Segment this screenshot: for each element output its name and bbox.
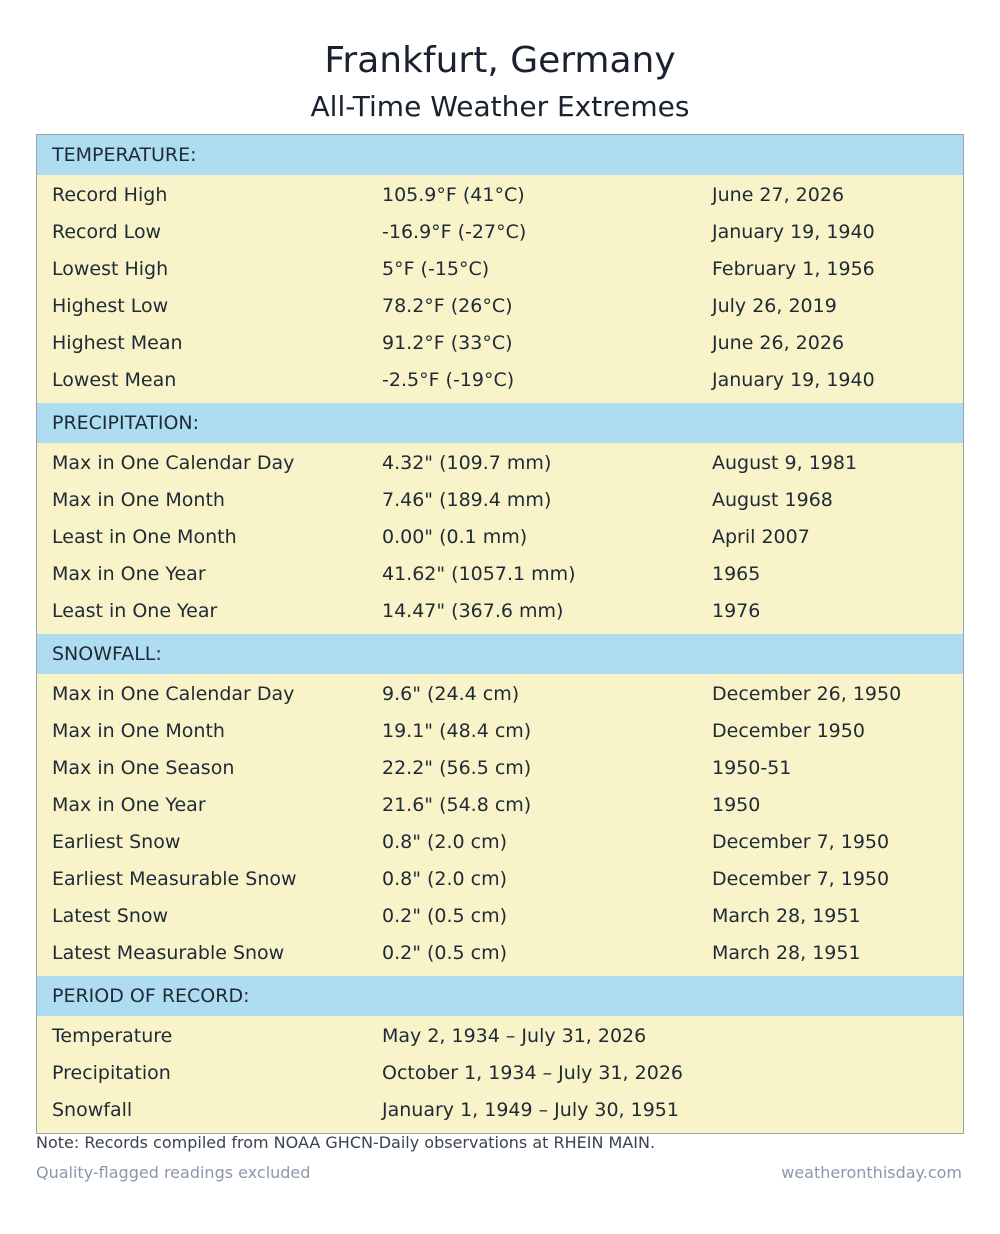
table-row — [37, 484, 963, 521]
table-row — [37, 253, 963, 290]
record-label: Latest Snow — [52, 905, 169, 927]
table-row — [37, 290, 963, 327]
record-value: 7.46" (189.4 mm) — [382, 489, 552, 511]
table-row — [37, 1094, 963, 1131]
record-value: 41.62" (1057.1 mm) — [382, 563, 576, 585]
section-header: PERIOD OF RECORD: — [37, 976, 963, 1016]
table-row — [37, 364, 963, 401]
table-row — [37, 826, 963, 863]
table-row — [37, 447, 963, 484]
section-header: PRECIPITATION: — [37, 403, 963, 443]
record-value: 0.2" (0.5 cm) — [382, 905, 508, 927]
record-label: Max in One Calendar Day — [52, 452, 295, 474]
record-value: 0.00" (0.1 mm) — [382, 526, 528, 548]
record-label: Record Low — [52, 221, 162, 243]
record-label: Lowest High — [52, 258, 169, 280]
record-date: December 7, 1950 — [712, 831, 890, 853]
record-value: 0.8" (2.0 cm) — [382, 868, 508, 890]
record-date: December 7, 1950 — [712, 868, 890, 890]
table-row — [37, 216, 963, 253]
record-value: 22.2" (56.5 cm) — [382, 757, 532, 779]
record-date: July 26, 2019 — [712, 295, 837, 317]
record-date: June 26, 2026 — [712, 332, 845, 354]
table-row — [37, 752, 963, 789]
record-label: Record High — [52, 184, 168, 206]
table-row — [37, 937, 963, 974]
record-date: February 1, 1956 — [712, 258, 875, 280]
record-value: 9.6" (24.4 cm) — [382, 683, 520, 705]
record-value: 0.8" (2.0 cm) — [382, 831, 508, 853]
record-value: January 1, 1949 – July 30, 1951 — [382, 1099, 679, 1121]
record-date: August 9, 1981 — [712, 452, 858, 474]
record-label: Max in One Year — [52, 563, 206, 585]
site-credit: weatheronthisday.com — [781, 1163, 962, 1182]
record-label: Precipitation — [52, 1062, 171, 1084]
record-label: Snowfall — [52, 1099, 133, 1121]
record-date: April 2007 — [712, 526, 810, 548]
table-row — [37, 327, 963, 364]
table-row — [37, 595, 963, 632]
table-row — [37, 715, 963, 752]
record-value: October 1, 1934 – July 31, 2026 — [382, 1062, 683, 1084]
record-label: Temperature — [52, 1025, 173, 1047]
record-value: 78.2°F (26°C) — [382, 295, 513, 317]
record-value: 0.2" (0.5 cm) — [382, 942, 508, 964]
record-label: Max in One Season — [52, 757, 235, 779]
record-label: Earliest Snow — [52, 831, 181, 853]
record-label: Least in One Month — [52, 526, 237, 548]
page-title: Frankfurt, Germany — [324, 40, 676, 81]
section-body — [37, 443, 963, 634]
record-label: Least in One Year — [52, 600, 218, 622]
record-date: August 1968 — [712, 489, 833, 511]
record-date: June 27, 2026 — [712, 184, 845, 206]
record-value: -2.5°F (-19°C) — [382, 369, 515, 391]
record-label: Max in One Month — [52, 720, 225, 742]
table-row — [37, 900, 963, 937]
record-date: 1950-51 — [712, 757, 792, 779]
table-row — [37, 863, 963, 900]
record-label: Highest Mean — [52, 332, 183, 354]
table-row — [37, 1020, 963, 1057]
record-date: 1965 — [712, 563, 761, 585]
record-label: Earliest Measurable Snow — [52, 868, 297, 890]
record-date: January 19, 1940 — [712, 221, 875, 243]
record-label: Latest Measurable Snow — [52, 942, 285, 964]
table-row — [37, 789, 963, 826]
page-subtitle: All-Time Weather Extremes — [310, 90, 690, 123]
section-body — [37, 175, 963, 403]
extremes-table — [36, 134, 964, 1134]
record-date: March 28, 1951 — [712, 942, 861, 964]
record-date: December 26, 1950 — [712, 683, 902, 705]
record-date: March 28, 1951 — [712, 905, 861, 927]
record-value: 5°F (-15°C) — [382, 258, 490, 280]
record-date: January 19, 1940 — [712, 369, 875, 391]
record-value: 21.6" (54.8 cm) — [382, 794, 532, 816]
record-label: Max in One Month — [52, 489, 225, 511]
section-body — [37, 1016, 963, 1133]
record-value: 91.2°F (33°C) — [382, 332, 513, 354]
section-header: SNOWFALL: — [37, 634, 963, 674]
record-value: 14.47" (367.6 mm) — [382, 600, 564, 622]
record-label: Lowest Mean — [52, 369, 177, 391]
record-value: 105.9°F (41°C) — [382, 184, 525, 206]
table-row — [37, 678, 963, 715]
record-date: 1950 — [712, 794, 761, 816]
section-body — [37, 674, 963, 976]
record-date: 1976 — [712, 600, 761, 622]
table-row — [37, 1057, 963, 1094]
record-label: Max in One Calendar Day — [52, 683, 295, 705]
record-label: Highest Low — [52, 295, 169, 317]
record-label: Max in One Year — [52, 794, 206, 816]
table-row — [37, 521, 963, 558]
record-value: May 2, 1934 – July 31, 2026 — [382, 1025, 647, 1047]
record-value: 4.32" (109.7 mm) — [382, 452, 552, 474]
source-note: Note: Records compiled from NOAA GHCN-Daily observations at RHEIN MAIN. — [36, 1133, 656, 1152]
record-value: 19.1" (48.4 cm) — [382, 720, 532, 742]
record-date: December 1950 — [712, 720, 865, 742]
section-header: TEMPERATURE: — [37, 135, 963, 175]
table-row — [37, 558, 963, 595]
quality-note: Quality-flagged readings excluded — [36, 1163, 311, 1182]
record-value: -16.9°F (-27°C) — [382, 221, 527, 243]
table-row — [37, 179, 963, 216]
